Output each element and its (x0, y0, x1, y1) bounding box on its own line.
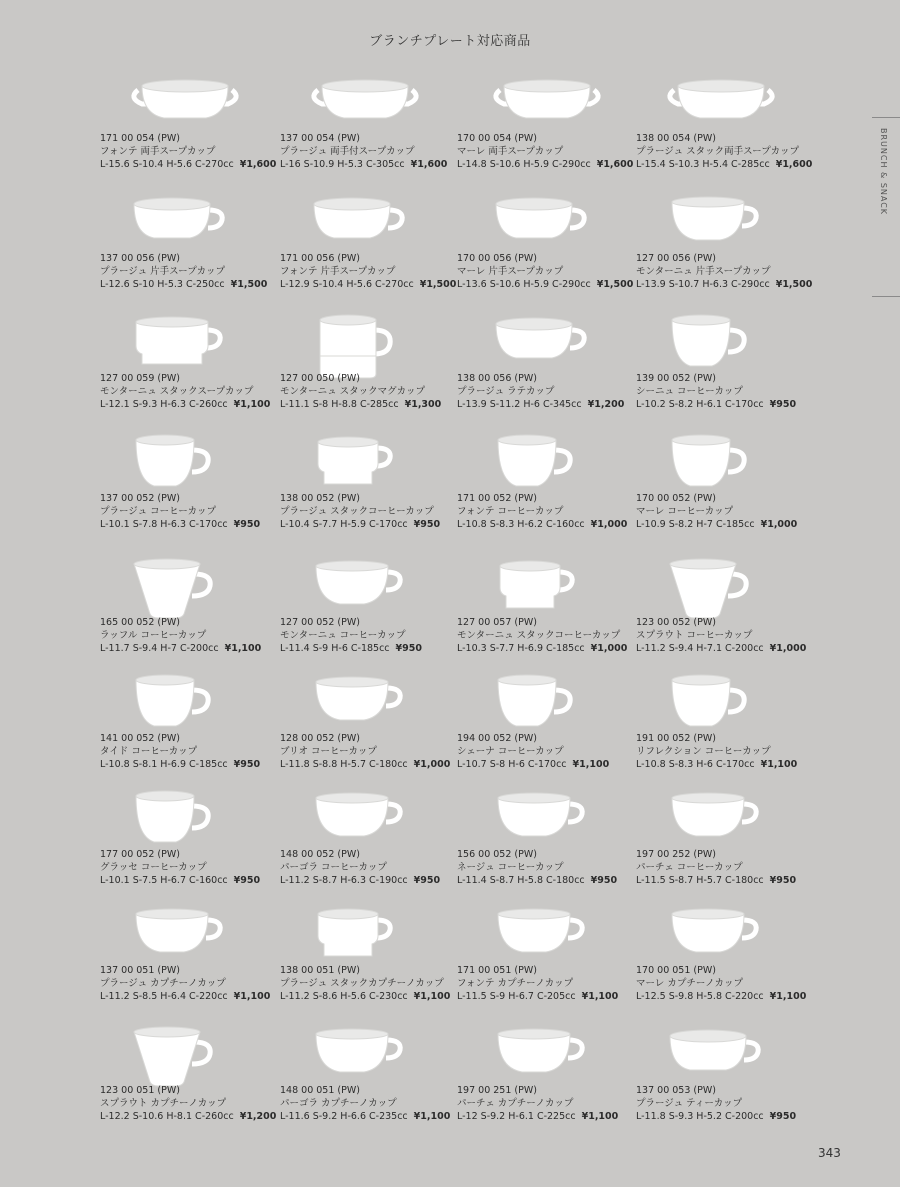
product-item (457, 556, 637, 666)
product-price: ¥950 (769, 875, 797, 886)
product-item (100, 904, 280, 1014)
product-spec: L-11.1 S-8 H-8.8 C-285cc (280, 399, 399, 410)
product-name: マーレ カプチーノカップ (636, 978, 743, 989)
product-name: パーチェ カプチーノカップ (457, 1098, 574, 1109)
product-spec-line (100, 158, 276, 171)
product-spec: L-11.5 S-8.7 H-5.7 C-180cc (636, 875, 764, 886)
product-item (457, 1024, 637, 1134)
product-price: ¥1,100 (413, 1111, 451, 1122)
product-name: パーゴラ コーヒーカップ (280, 862, 387, 873)
product-code: 156 00 052 (PW) (457, 849, 537, 860)
product-spec-line (457, 990, 618, 1003)
product-code: 127 00 056 (PW) (636, 253, 716, 264)
product-info (280, 132, 447, 171)
product-name: モンターニュ スタックコーヒーカップ (457, 630, 621, 641)
product-spec: L-10.7 S-8 H-6 C-170cc (457, 759, 567, 770)
product-spec-line (636, 398, 796, 411)
product-name: モンターニュ スタックスープカップ (100, 386, 254, 397)
product-spec-line (457, 398, 624, 411)
product-name: プラージュ スタックカプチーノカップ (280, 978, 444, 989)
product-name: マーレ 両手スープカップ (457, 146, 564, 157)
product-name: プラージュ カプチーノカップ (100, 978, 226, 989)
product-spec: L-15.6 S-10.4 H-5.6 C-270cc (100, 159, 234, 170)
product-spec-line (100, 642, 261, 655)
product-name: マーレ コーヒーカップ (636, 506, 734, 517)
product-item (100, 192, 280, 302)
product-spec-line (457, 278, 633, 291)
product-info (100, 964, 270, 1003)
product-info (280, 252, 456, 291)
product-info (100, 616, 261, 655)
product-item (100, 556, 280, 666)
product-spec: L-14.8 S-10.6 H-5.9 C-290cc (457, 159, 591, 170)
product-item (636, 672, 816, 782)
product-spec-line (636, 990, 806, 1003)
product-price: ¥1,100 (572, 759, 610, 770)
product-price: ¥1,600 (410, 159, 448, 170)
product-code: 138 00 054 (PW) (636, 133, 716, 144)
product-name: ネージュ コーヒーカップ (457, 862, 564, 873)
product-price: ¥950 (769, 1111, 797, 1122)
product-spec: L-11.4 S-9 H-6 C-185cc (280, 643, 390, 654)
product-item (636, 72, 816, 182)
product-code: 148 00 051 (PW) (280, 1085, 360, 1096)
product-info (636, 616, 806, 655)
product-spec-line (280, 990, 450, 1003)
product-price: ¥1,500 (775, 279, 813, 290)
product-code: 177 00 052 (PW) (100, 849, 180, 860)
product-code: 128 00 052 (PW) (280, 733, 360, 744)
product-name: プラージュ 両手付スープカップ (280, 146, 415, 157)
page-number: 343 (818, 1146, 841, 1160)
product-spec-line (100, 518, 260, 531)
product-info (457, 964, 618, 1003)
product-info (636, 1084, 796, 1123)
product-item (280, 312, 460, 422)
product-spec: L-16 S-10.9 H-5.3 C-305cc (280, 159, 405, 170)
product-info (100, 132, 276, 171)
product-price: ¥950 (233, 875, 261, 886)
product-code: 170 00 051 (PW) (636, 965, 716, 976)
product-price: ¥1,200 (239, 1111, 277, 1122)
product-price: ¥1,100 (581, 991, 619, 1002)
product-code: 137 00 052 (PW) (100, 493, 180, 504)
product-item (280, 1024, 460, 1134)
product-info (100, 1084, 276, 1123)
product-item (457, 788, 637, 898)
product-code: 171 00 052 (PW) (457, 493, 537, 504)
product-name: スプラウト カプチーノカップ (100, 1098, 227, 1109)
product-item (636, 1024, 816, 1134)
product-spec-line (100, 1110, 276, 1123)
product-price: ¥1,100 (233, 399, 271, 410)
product-spec: L-11.4 S-8.7 H-5.8 C-180cc (457, 875, 585, 886)
product-item (636, 312, 816, 422)
product-item (100, 72, 280, 182)
product-spec-line (100, 278, 267, 291)
product-spec: L-13.6 S-10.6 H-5.9 C-290cc (457, 279, 591, 290)
product-info (636, 492, 797, 531)
product-info (457, 492, 627, 531)
product-code: 170 00 056 (PW) (457, 253, 537, 264)
product-name: フォンテ コーヒーカップ (457, 506, 564, 517)
product-name: プラージュ ティーカップ (636, 1098, 743, 1109)
product-code: 165 00 052 (PW) (100, 617, 180, 628)
product-spec: L-10.4 S-7.7 H-5.9 C-170cc (280, 519, 408, 530)
product-price: ¥1,100 (233, 991, 271, 1002)
product-info (636, 252, 812, 291)
product-info (636, 372, 796, 411)
product-price: ¥1,600 (596, 159, 634, 170)
product-price: ¥1,100 (413, 991, 451, 1002)
product-name: モンターニュ 片手スープカップ (636, 266, 771, 277)
product-item (636, 788, 816, 898)
product-name: リフレクション コーヒーカップ (636, 746, 771, 757)
product-price: ¥1,500 (230, 279, 268, 290)
product-code: 123 00 052 (PW) (636, 617, 716, 628)
product-name: パーゴラ カプチーノカップ (280, 1098, 397, 1109)
product-item (457, 192, 637, 302)
product-spec: L-10.3 S-7.7 H-6.9 C-185cc (457, 643, 585, 654)
product-spec-line (280, 158, 447, 171)
product-info (457, 372, 624, 411)
product-spec: L-11.8 S-8.8 H-5.7 C-180cc (280, 759, 408, 770)
product-info (457, 252, 633, 291)
product-spec-line (636, 758, 797, 771)
product-info (280, 616, 422, 655)
product-code: 170 00 054 (PW) (457, 133, 537, 144)
product-info (100, 848, 260, 887)
product-name: シーニュ コーヒーカップ (636, 386, 743, 397)
product-name: スプラウト コーヒーカップ (636, 630, 753, 641)
product-spec: L-13.9 S-10.7 H-6.3 C-290cc (636, 279, 770, 290)
product-spec: L-11.2 S-8.7 H-6.3 C-190cc (280, 875, 408, 886)
product-info (280, 492, 440, 531)
product-price: ¥950 (769, 399, 797, 410)
product-name: グラッセ コーヒーカップ (100, 862, 207, 873)
product-spec-line (100, 398, 270, 411)
product-item (457, 312, 637, 422)
product-code: 170 00 052 (PW) (636, 493, 716, 504)
product-code: 127 00 057 (PW) (457, 617, 537, 628)
product-spec-line (457, 1110, 618, 1123)
product-item (100, 312, 280, 422)
product-name: プラージュ スタック両手スープカップ (636, 146, 800, 157)
product-spec: L-11.2 S-9.4 H-7.1 C-200cc (636, 643, 764, 654)
product-spec-line (457, 642, 627, 655)
product-info (457, 616, 627, 655)
product-code: 197 00 252 (PW) (636, 849, 716, 860)
product-price: ¥1,000 (760, 519, 798, 530)
product-spec-line (636, 874, 796, 887)
product-name: ラッフル コーヒーカップ (100, 630, 207, 641)
product-info (636, 848, 796, 887)
product-spec: L-11.7 S-9.4 H-7 C-200cc (100, 643, 219, 654)
product-spec: L-11.5 S-9 H-6.7 C-205cc (457, 991, 576, 1002)
product-spec-line (636, 1110, 796, 1123)
product-spec-line (636, 518, 797, 531)
product-price: ¥1,500 (596, 279, 634, 290)
product-code: 148 00 052 (PW) (280, 849, 360, 860)
product-price: ¥1,100 (760, 759, 798, 770)
product-name: プラージュ コーヒーカップ (100, 506, 216, 517)
product-code: 191 00 052 (PW) (636, 733, 716, 744)
product-info (636, 132, 812, 171)
product-spec-line (457, 758, 609, 771)
product-item (457, 672, 637, 782)
product-spec-line (280, 398, 441, 411)
product-code: 138 00 052 (PW) (280, 493, 360, 504)
product-item (280, 72, 460, 182)
product-item (280, 192, 460, 302)
product-price: ¥1,600 (239, 159, 277, 170)
page-title: ブランチプレート対応商品 (369, 34, 531, 49)
product-price: ¥950 (590, 875, 618, 886)
product-code: 138 00 051 (PW) (280, 965, 360, 976)
product-code: 197 00 251 (PW) (457, 1085, 537, 1096)
product-code: 194 00 052 (PW) (457, 733, 537, 744)
product-code: 138 00 056 (PW) (457, 373, 537, 384)
product-price: ¥1,200 (587, 399, 625, 410)
product-price: ¥950 (395, 643, 422, 654)
product-spec-line (636, 158, 812, 171)
product-code: 171 00 056 (PW) (280, 253, 360, 264)
product-price: ¥1,000 (590, 519, 628, 530)
product-price: ¥1,000 (590, 643, 628, 654)
product-price: ¥1,500 (419, 279, 457, 290)
product-name: フォンテ 片手スープカップ (280, 266, 396, 277)
product-name: プラージュ スタックコーヒーカップ (280, 506, 434, 517)
product-spec: L-12 S-9.2 H-6.1 C-225cc (457, 1111, 576, 1122)
product-item (636, 432, 816, 542)
product-spec: L-12.9 S-10.4 H-5.6 C-270cc (280, 279, 414, 290)
product-item (457, 904, 637, 1014)
product-item (457, 432, 637, 542)
product-info (100, 372, 270, 411)
product-code: 127 00 052 (PW) (280, 617, 360, 628)
product-code: 137 00 056 (PW) (100, 253, 180, 264)
product-name: パーチェ コーヒーカップ (636, 862, 743, 873)
product-spec: L-11.6 S-9.2 H-6.6 C-235cc (280, 1111, 408, 1122)
product-info (280, 732, 450, 771)
product-item (636, 904, 816, 1014)
product-code: 127 00 050 (PW) (280, 373, 360, 384)
product-name: マーレ 片手スープカップ (457, 266, 564, 277)
product-info (100, 252, 267, 291)
product-name: モンターニュ コーヒーカップ (280, 630, 406, 641)
product-item (280, 788, 460, 898)
product-spec: L-10.8 S-8.1 H-6.9 C-185cc (100, 759, 228, 770)
product-name: フォンテ カプチーノカップ (457, 978, 574, 989)
product-spec: L-10.9 S-8.2 H-7 C-185cc (636, 519, 755, 530)
product-price: ¥950 (233, 759, 261, 770)
product-code: 171 00 051 (PW) (457, 965, 537, 976)
product-code: 139 00 052 (PW) (636, 373, 716, 384)
product-code: 137 00 054 (PW) (280, 133, 360, 144)
product-spec: L-12.2 S-10.6 H-8.1 C-260cc (100, 1111, 234, 1122)
product-spec: L-10.1 S-7.5 H-6.7 C-160cc (100, 875, 228, 886)
product-name: シェーナ コーヒーカップ (457, 746, 564, 757)
product-info (636, 732, 797, 771)
product-info (280, 1084, 450, 1123)
product-price: ¥950 (413, 875, 441, 886)
product-info (100, 732, 260, 771)
product-name: モンターニュ スタックマグカップ (280, 386, 426, 397)
product-price: ¥1,100 (581, 1111, 619, 1122)
product-spec: L-12.1 S-9.3 H-6.3 C-260cc (100, 399, 228, 410)
product-name: ブリオ コーヒーカップ (280, 746, 377, 757)
product-info (457, 132, 633, 171)
product-name: プラージュ 片手スープカップ (100, 266, 226, 277)
product-spec-line (457, 874, 617, 887)
product-info (457, 1084, 618, 1123)
product-item (280, 432, 460, 542)
product-spec: L-15.4 S-10.3 H-5.4 C-285cc (636, 159, 770, 170)
product-spec-line (280, 642, 422, 655)
product-code: 137 00 051 (PW) (100, 965, 180, 976)
product-item (457, 72, 637, 182)
product-spec-line (280, 758, 450, 771)
product-info (280, 372, 441, 411)
product-item (280, 556, 460, 666)
product-info (457, 848, 617, 887)
product-spec: L-10.8 S-8.3 H-6 C-170cc (636, 759, 755, 770)
product-spec-line (100, 758, 260, 771)
product-spec-line (100, 990, 270, 1003)
product-item (100, 672, 280, 782)
product-spec: L-11.2 S-8.5 H-6.4 C-220cc (100, 991, 228, 1002)
product-info (280, 964, 450, 1003)
product-price: ¥1,000 (413, 759, 451, 770)
product-item (280, 904, 460, 1014)
product-spec: L-13.9 S-11.2 H-6 C-345cc (457, 399, 582, 410)
product-info (100, 492, 260, 531)
product-code: 137 00 053 (PW) (636, 1085, 716, 1096)
product-item (280, 672, 460, 782)
product-info (636, 964, 806, 1003)
product-item (636, 556, 816, 666)
product-price: ¥1,100 (769, 991, 807, 1002)
product-spec-line (100, 874, 260, 887)
product-code: 141 00 052 (PW) (100, 733, 180, 744)
product-info (280, 848, 440, 887)
product-price: ¥1,300 (404, 399, 442, 410)
product-price: ¥1,100 (224, 643, 262, 654)
product-code: 123 00 051 (PW) (100, 1085, 180, 1096)
product-price: ¥1,600 (775, 159, 813, 170)
product-spec-line (457, 518, 627, 531)
product-code: 171 00 054 (PW) (100, 133, 180, 144)
product-spec: L-11.2 S-8.6 H-5.6 C-230cc (280, 991, 408, 1002)
product-price: ¥950 (413, 519, 441, 530)
product-item (100, 432, 280, 542)
product-info (457, 732, 609, 771)
product-spec-line (280, 278, 456, 291)
section-label: BRUNCH & SNACK (879, 128, 888, 216)
product-name: フォンテ 両手スープカップ (100, 146, 216, 157)
product-spec: L-11.8 S-9.3 H-5.2 C-200cc (636, 1111, 764, 1122)
product-spec: L-10.8 S-8.3 H-6.2 C-160cc (457, 519, 585, 530)
product-spec-line (457, 158, 633, 171)
product-spec: L-10.1 S-7.8 H-6.3 C-170cc (100, 519, 228, 530)
product-spec-line (280, 874, 440, 887)
product-item (100, 1024, 280, 1134)
product-price: ¥950 (233, 519, 261, 530)
product-name: タイド コーヒーカップ (100, 746, 198, 757)
product-item (636, 192, 816, 302)
product-spec-line (636, 278, 812, 291)
product-spec: L-10.2 S-8.2 H-6.1 C-170cc (636, 399, 764, 410)
product-price: ¥1,000 (769, 643, 807, 654)
product-code: 127 00 059 (PW) (100, 373, 180, 384)
product-name: プラージュ ラテカップ (457, 386, 555, 397)
product-spec-line (280, 1110, 450, 1123)
product-item (100, 788, 280, 898)
product-spec-line (280, 518, 440, 531)
section-tab-divider-bottom (872, 296, 900, 297)
product-spec-line (636, 642, 806, 655)
product-spec: L-12.6 S-10 H-5.3 C-250cc (100, 279, 225, 290)
product-spec: L-12.5 S-9.8 H-5.8 C-220cc (636, 991, 764, 1002)
